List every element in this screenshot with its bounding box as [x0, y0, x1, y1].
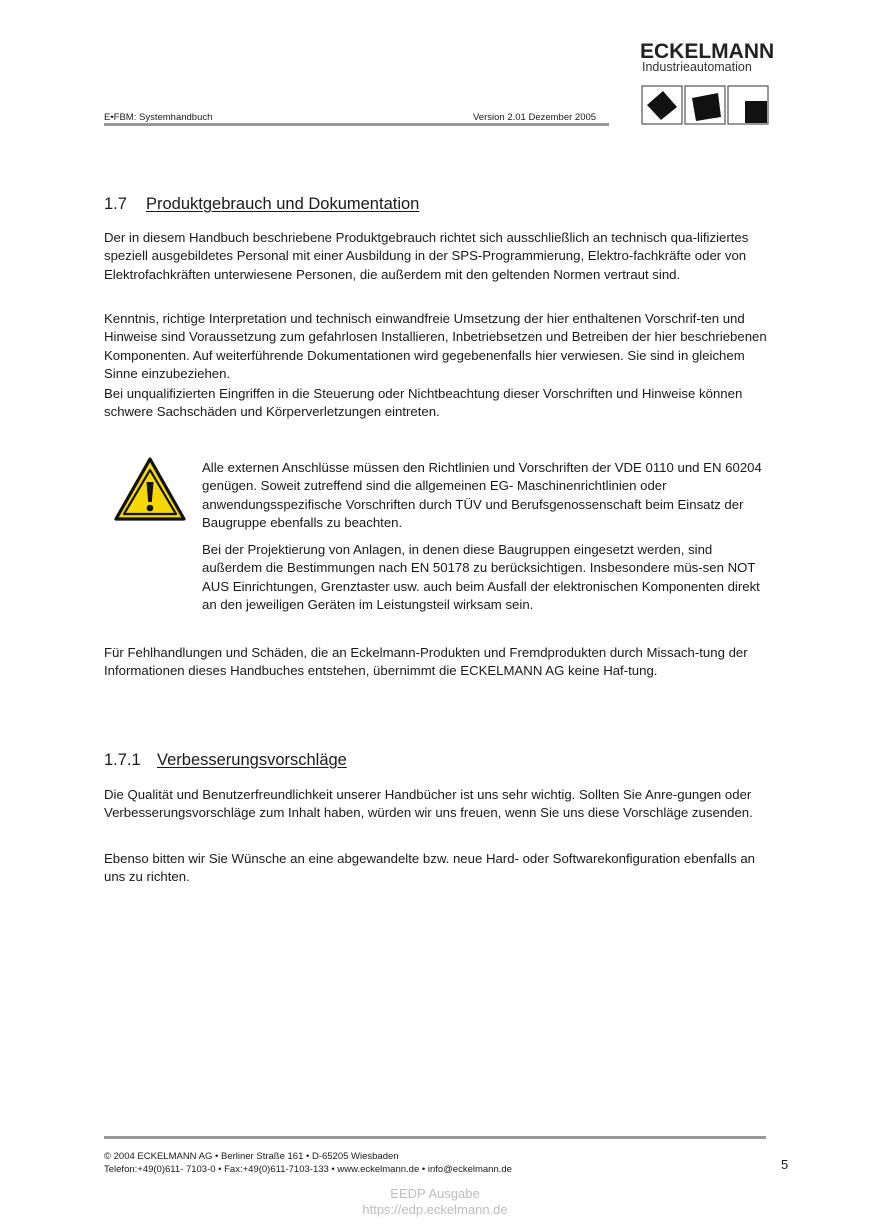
subsection-paragraph: Die Qualität und Benutzerfreundlichkeit unserer Handbücher ist uns sehr wichtig. Sollten Sie Anre-gungen oder Verbesserungsvorschläge zum Inhalt haben, würden wir uns freuen, wenn Sie uns diese Vorschläge zusenden. — [104, 787, 753, 821]
page-number: 5 — [781, 1157, 789, 1172]
liability-paragraph: Für Fehlhandlungen und Schäden, die an Eckelmann-Produkten und Fremdprodukten durch Missach-tung der Informationen dieses Handbuches entstehen, übernimmt die ECKELMANN AG keine Haf-tung. — [104, 645, 748, 679]
subsection-title: Verbesserungsvorschläge — [157, 751, 347, 769]
watermark-url: https://edp.eckelmann.de — [362, 1202, 508, 1217]
warning-paragraph: Bei der Projektierung von Anlagen, in denen diese Baugruppen eingesetzt werden, sind außerdem die Bestimmungen nach EN 50178 zu berücksichtigen. Insbesondere müs-sen NOT AUS Einrichtungen, Grenztaster usw. auch beim Ausfall der elektronischen Komponenten direkt an den jeweiligen Geräten im Leistungsteil wirksam sein. — [202, 542, 760, 613]
footer-address: © 2004 ECKELMANN AG • Berliner Straße 161 • D-65205 Wiesbaden — [104, 1151, 399, 1162]
company-logo-name: ECKELMANN — [640, 40, 775, 63]
company-logo-subtitle: Industrieautomation — [642, 60, 752, 74]
section-number: 1.7 — [104, 195, 127, 213]
footer-contact: Telefon:+49(0)611- 7103-0 • Fax:+49(0)611-7103-133 • www.eckelmann.de • info@eckelmann.de — [104, 1164, 512, 1175]
subsection-paragraph: Ebenso bitten wir Sie Wünsche an eine abgewandelte bzw. neue Hard- oder Softwarekonfiguration ebenfalls an uns zu richten. — [104, 851, 755, 885]
section-paragraph: Kenntnis, richtige Interpretation und technisch einwandfreie Umsetzung der hier enthaltenen Vorschrif-ten und Hinweise sind Voraussetzung zum gefahrlosen Installieren, Inbetriebsetzen und Betreiben der hier beschriebenen Komponenten. Auf weiterführende Dokumentationen wird gegebenenfalls hier verwiesen. Sie sind in gleichem Sinne einzubeziehen. — [104, 311, 767, 382]
footer-divider — [104, 1136, 766, 1139]
section-heading — [104, 195, 419, 214]
section-paragraph: Bei unqualifizierten Eingriffen in die Steuerung oder Nichtbeachtung dieser Vorschriften und Hinweise können schwere Sachschäden und Körperverletzungen eintreten. — [104, 386, 743, 420]
warning-triangle-icon — [114, 457, 186, 521]
watermark-title: EEDP Ausgabe — [390, 1186, 480, 1201]
document-version: Version 2.01 Dezember 2005 — [473, 112, 597, 123]
company-logo-squares-icon — [641, 83, 771, 125]
section-title: Produktgebrauch und Dokumentation — [146, 195, 420, 213]
subsection-heading — [104, 751, 347, 770]
document-title: E•FBM: Systemhandbuch — [104, 112, 213, 123]
warning-paragraph: Alle externen Anschlüsse müssen den Richtlinien und Vorschriften der VDE 0110 und EN 60204 genügen. Soweit zutreffend sind die allgemeinen EG- Maschinenrichtlinien oder anwendungsspezifische Vorschriften durch TÜV und Berufsgenossenschaft beim Einsatz der Baugruppe ebenfalls zu beachten. — [202, 460, 762, 531]
header-divider — [104, 123, 609, 126]
section-paragraph: Der in diesem Handbuch beschriebene Produktgebrauch richtet sich ausschließlich an technisch qua-lifiziertes speziell ausgebildetes Personal mit einer Ausbildung in der SPS-Programmierung, Elektro-fachkräfte oder von Elektrofachkräften unterwiesene Personen, die außerdem mit den geltenden Normen vertraut sind. — [104, 230, 749, 282]
subsection-number: 1.7.1 — [104, 751, 141, 769]
